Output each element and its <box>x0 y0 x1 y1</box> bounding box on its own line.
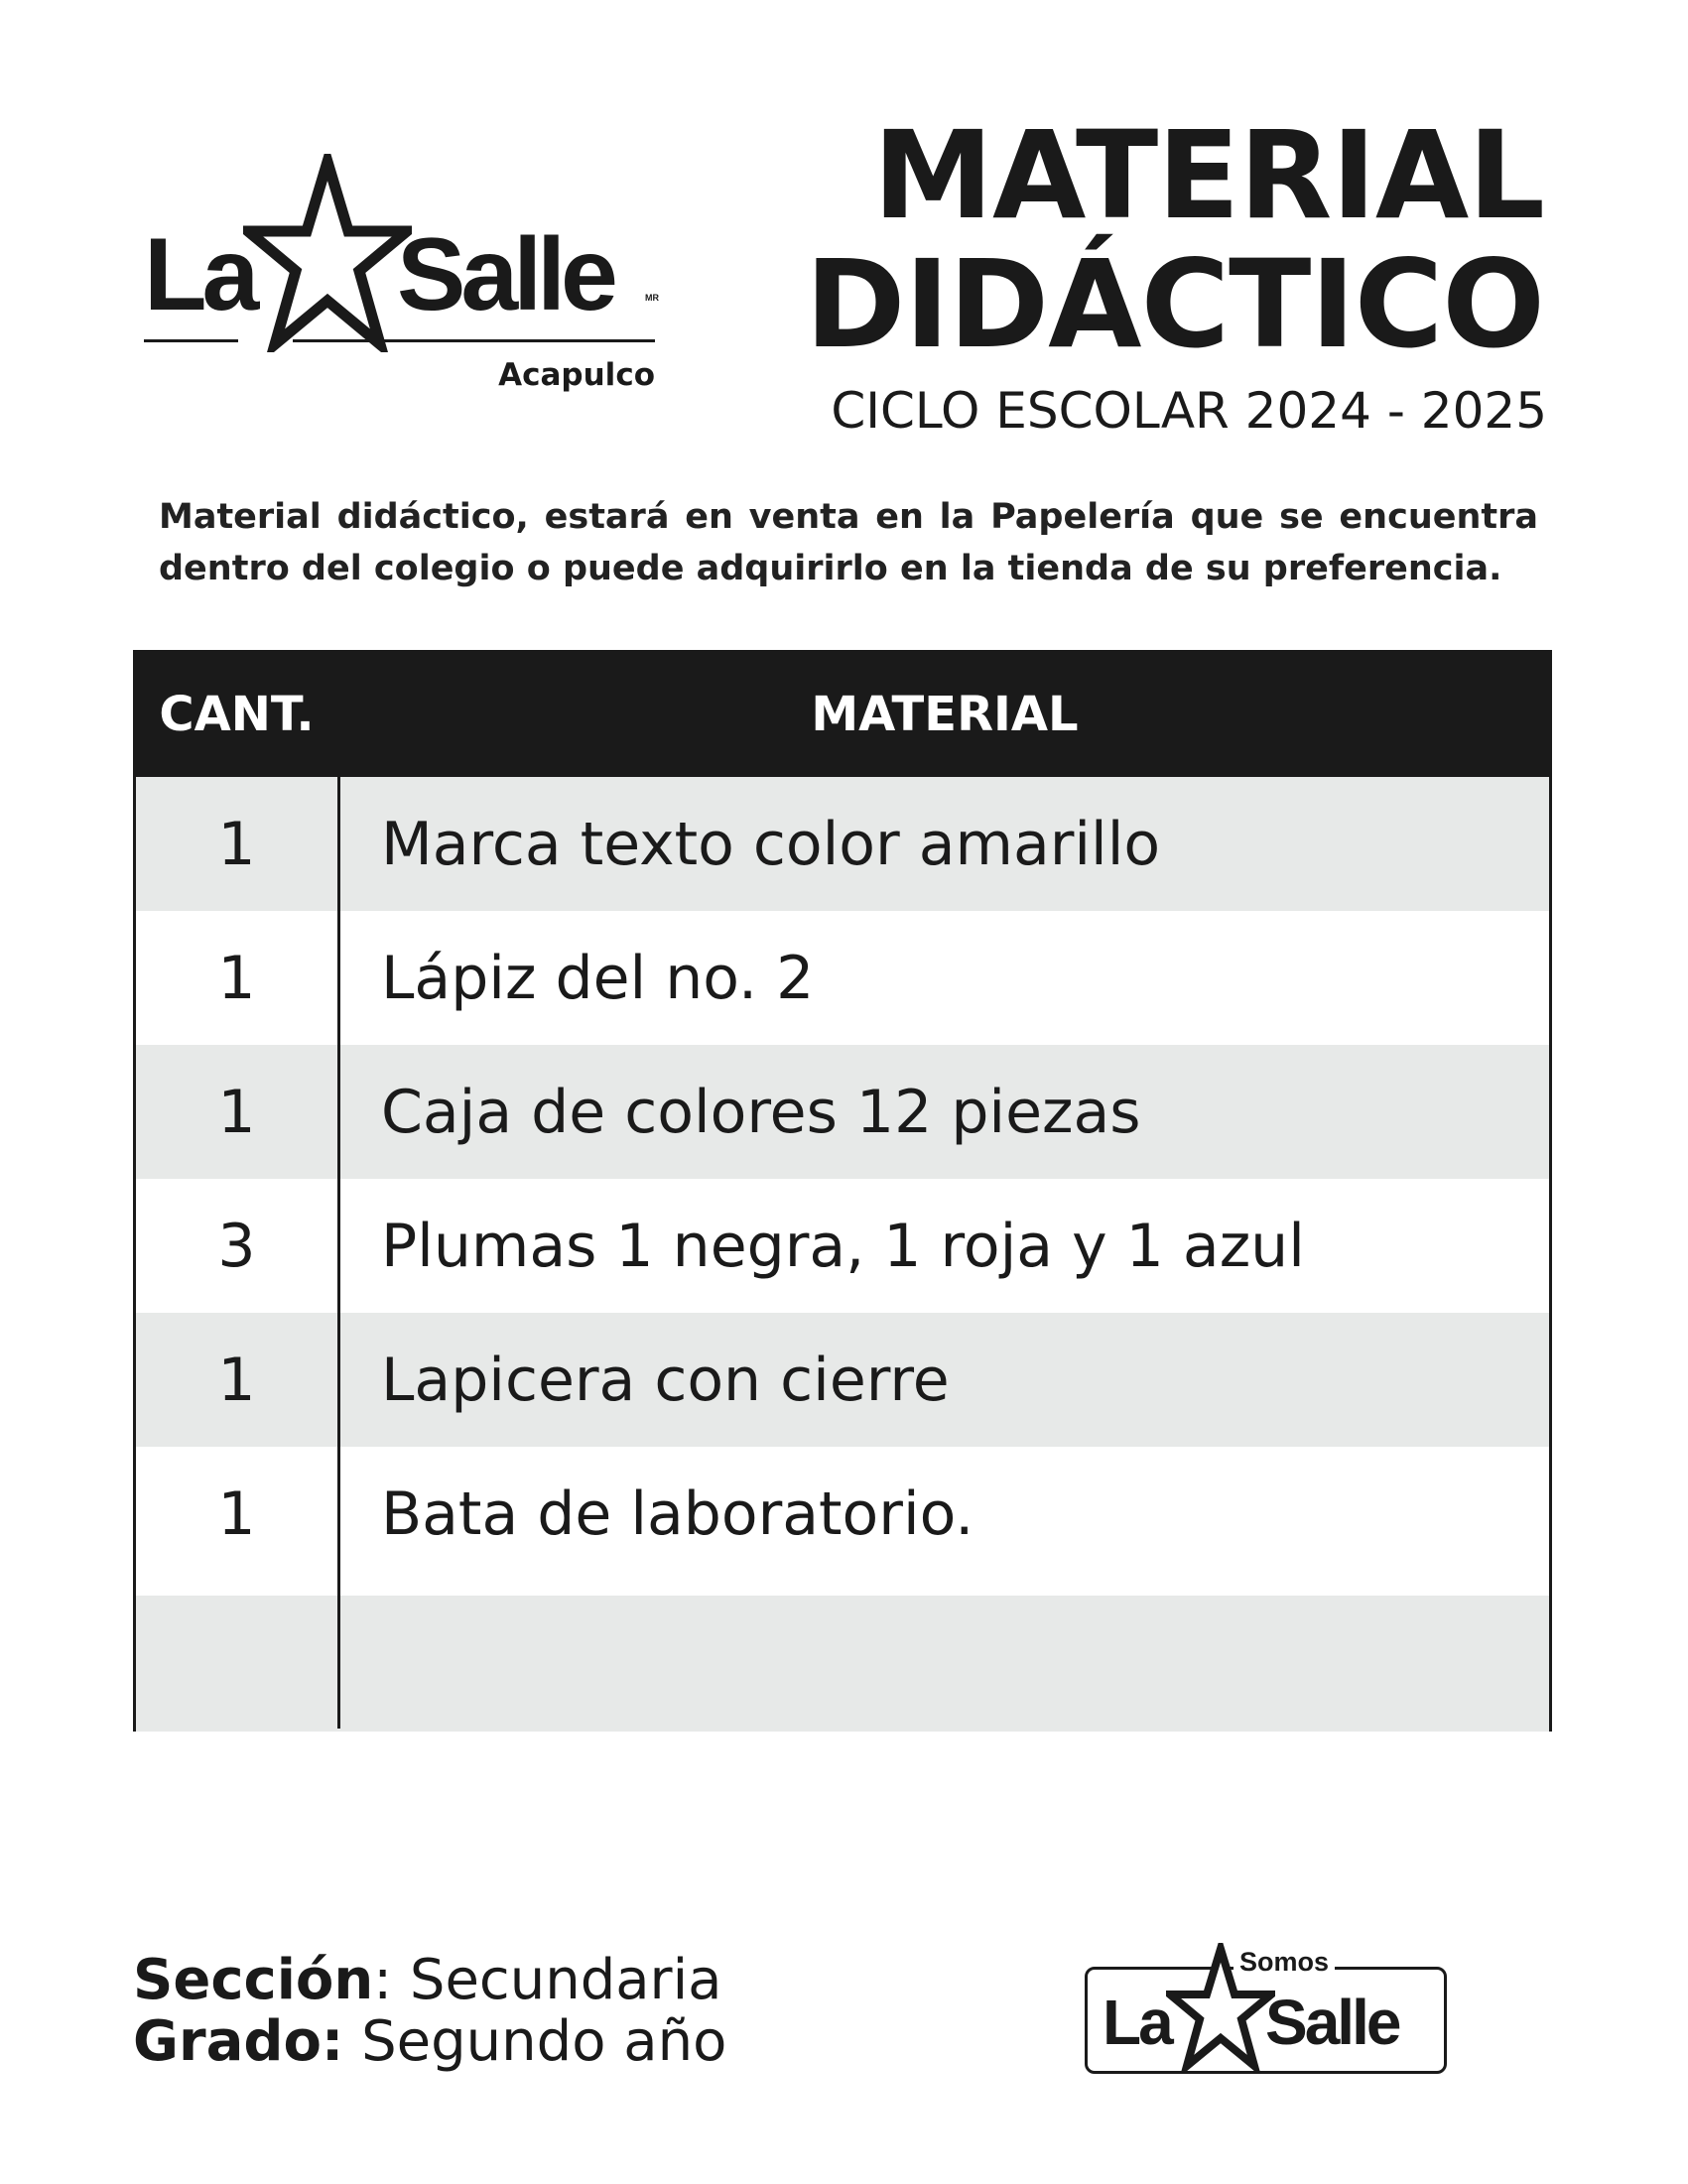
logo-brand-right: Salle <box>397 217 613 332</box>
table-header <box>136 653 1549 777</box>
intro-paragraph: Material didáctico, estará en venta en la Papelería que se encuentra dentro del colegio o puede adquirirlo en la tienda de su preferencia. <box>159 497 1538 588</box>
row-qty: 1 <box>217 809 256 879</box>
header-material: MATERIAL <box>811 687 1079 742</box>
row-material: Plumas 1 negra, 1 roja y 1 azul <box>381 1211 1305 1281</box>
column-divider <box>337 653 340 1729</box>
table-row <box>136 1313 1549 1447</box>
row-qty: 1 <box>217 1345 256 1415</box>
la-salle-acapulco-logo <box>144 154 670 402</box>
logo2-brand-left: La <box>1103 1987 1171 2058</box>
row-material: Lápiz del no. 2 <box>381 943 815 1013</box>
table-row <box>136 911 1549 1045</box>
row-qty <box>136 1596 337 1732</box>
row-qty: 3 <box>217 1211 256 1281</box>
logo-rule-left <box>144 339 238 342</box>
table-row <box>136 1447 1549 1581</box>
somos-text: Somos <box>1234 1947 1335 1978</box>
row-material: Bata de laboratorio. <box>381 1478 974 1549</box>
school-year: CICLO ESCOLAR 2024 - 2025 <box>831 382 1547 440</box>
row-qty: 1 <box>217 1077 256 1147</box>
logo-rule-right <box>293 339 655 342</box>
materials-table <box>133 650 1552 1732</box>
section-value: : Secundaria <box>373 1948 722 2012</box>
table-row <box>136 1179 1549 1313</box>
section-line <box>133 1950 726 2011</box>
star-icon <box>1166 1943 1275 2072</box>
section-grade-info <box>133 1950 726 2073</box>
row-material: Caja de colores 12 piezas <box>381 1077 1141 1147</box>
star-icon <box>243 154 412 352</box>
section-label: Sección <box>133 1948 374 2012</box>
title-line-2: DIDÁCTICO <box>805 234 1544 375</box>
row-material: Lapicera con cierre <box>381 1345 950 1415</box>
header-qty: CANT. <box>159 687 315 742</box>
row-material: Marca texto color amarillo <box>381 809 1161 879</box>
somos-la-salle-logo <box>1085 1943 1454 2102</box>
logo-trademark: MR <box>645 293 659 303</box>
row-qty: 1 <box>217 1478 256 1549</box>
logo-brand-left: La <box>144 217 255 332</box>
table-row <box>136 1596 1549 1732</box>
table-row <box>136 777 1549 911</box>
page-title <box>805 105 1544 375</box>
grade-label: Grado: <box>133 2009 344 2074</box>
grade-value: Segundo año <box>343 2009 727 2074</box>
row-material <box>381 1596 1529 1732</box>
title-line-1: MATERIAL <box>872 105 1544 246</box>
grade-line <box>133 2011 726 2073</box>
table-row <box>136 1045 1549 1179</box>
logo-city: Acapulco <box>498 357 655 393</box>
logo2-brand-right: Salle <box>1265 1987 1399 2058</box>
row-qty: 1 <box>217 943 256 1013</box>
